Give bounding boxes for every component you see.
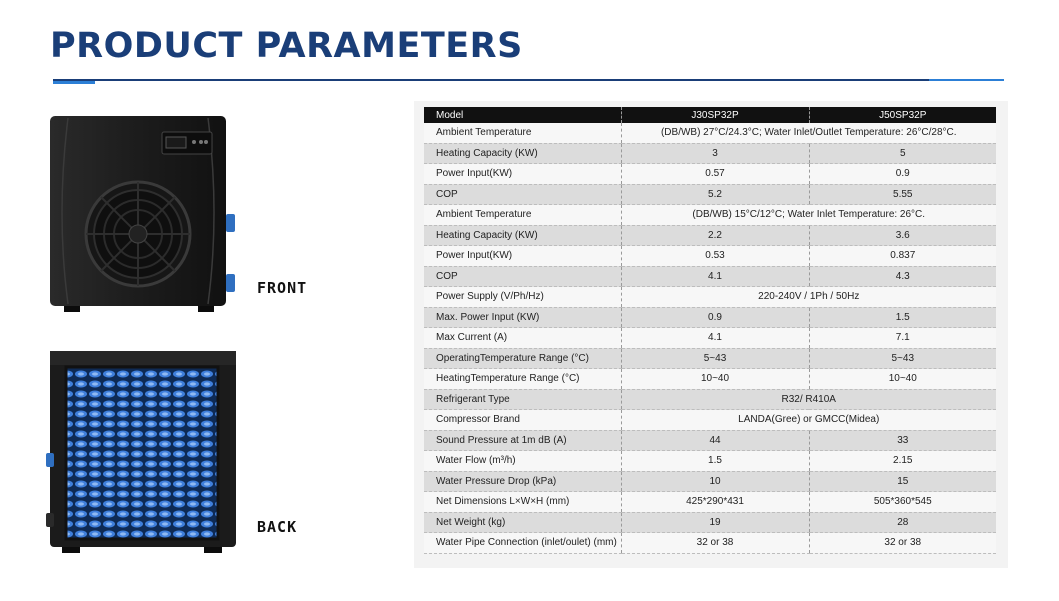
row-value-2: 505*360*545 bbox=[809, 492, 996, 513]
row-label: OperatingTemperature Range (°C) bbox=[424, 348, 621, 369]
page-title: PRODUCT PARAMETERS bbox=[50, 26, 523, 66]
row-label: Power Supply (V/Ph/Hz) bbox=[424, 287, 621, 308]
row-value-1: 10~40 bbox=[621, 369, 809, 390]
row-value-1: 0.53 bbox=[621, 246, 809, 267]
row-value-1: 44 bbox=[621, 430, 809, 451]
row-value-2: 33 bbox=[809, 430, 996, 451]
back-view-image bbox=[46, 349, 238, 555]
parameters-table bbox=[424, 107, 996, 554]
table-row bbox=[424, 348, 996, 369]
table-row bbox=[424, 471, 996, 492]
front-label: FRONT bbox=[257, 279, 308, 297]
table-row bbox=[424, 246, 996, 267]
row-label: Ambient Temperature bbox=[424, 205, 621, 226]
row-label: Sound Pressure at 1m dB (A) bbox=[424, 430, 621, 451]
row-label: Max. Power Input (KW) bbox=[424, 307, 621, 328]
row-value-1: 4.1 bbox=[621, 266, 809, 287]
header-model-1: J30SP32P bbox=[621, 107, 809, 123]
table-header-row bbox=[424, 107, 996, 123]
row-value-2: 2.15 bbox=[809, 451, 996, 472]
row-value-span: R32/ R410A bbox=[621, 389, 996, 410]
row-value-1: 5.2 bbox=[621, 184, 809, 205]
row-label: Water Pipe Connection (inlet/oulet) (mm) bbox=[424, 533, 621, 554]
row-label: COP bbox=[424, 266, 621, 287]
row-value-2: 1.5 bbox=[809, 307, 996, 328]
row-value-2: 4.3 bbox=[809, 266, 996, 287]
row-value-1: 10 bbox=[621, 471, 809, 492]
table-row bbox=[424, 123, 996, 143]
row-value-span: LANDA(Gree) or GMCC(Midea) bbox=[621, 410, 996, 431]
row-value-span: (DB/WB) 27°C/24.3°C; Water Inlet/Outlet Temperature: 26°C/28°C. bbox=[621, 123, 996, 143]
row-value-2: 7.1 bbox=[809, 328, 996, 349]
row-value-1: 5~43 bbox=[621, 348, 809, 369]
row-value-2: 32 or 38 bbox=[809, 533, 996, 554]
row-label: Ambient Temperature bbox=[424, 123, 621, 143]
row-value-1: 4.1 bbox=[621, 328, 809, 349]
table-row bbox=[424, 512, 996, 533]
row-label: Power Input(KW) bbox=[424, 246, 621, 267]
table-row bbox=[424, 164, 996, 185]
row-label: HeatingTemperature Range (°C) bbox=[424, 369, 621, 390]
table-row bbox=[424, 143, 996, 164]
row-value-1: 19 bbox=[621, 512, 809, 533]
header-model: Model bbox=[424, 107, 621, 123]
header-model-2: J50SP32P bbox=[809, 107, 996, 123]
table-row bbox=[424, 205, 996, 226]
table-row bbox=[424, 492, 996, 513]
row-value-2: 5 bbox=[809, 143, 996, 164]
front-view-image bbox=[48, 114, 238, 316]
table-row bbox=[424, 451, 996, 472]
row-value-2: 5.55 bbox=[809, 184, 996, 205]
row-label: Net Dimensions L×W×H (mm) bbox=[424, 492, 621, 513]
row-value-2: 3.6 bbox=[809, 225, 996, 246]
back-label: BACK bbox=[257, 518, 298, 536]
row-value-1: 2.2 bbox=[621, 225, 809, 246]
table-row bbox=[424, 369, 996, 390]
title-underline bbox=[53, 79, 929, 81]
title-underline-accent bbox=[929, 79, 1004, 81]
row-value-1: 32 or 38 bbox=[621, 533, 809, 554]
row-label: Refrigerant Type bbox=[424, 389, 621, 410]
row-label: Compressor Brand bbox=[424, 410, 621, 431]
row-label: Net Weight (kg) bbox=[424, 512, 621, 533]
parameters-panel bbox=[414, 101, 1008, 568]
table-row bbox=[424, 266, 996, 287]
row-value-1: 0.57 bbox=[621, 164, 809, 185]
row-value-span: 220-240V / 1Ph / 50Hz bbox=[621, 287, 996, 308]
table-row bbox=[424, 184, 996, 205]
row-value-2: 0.9 bbox=[809, 164, 996, 185]
row-value-1: 3 bbox=[621, 143, 809, 164]
row-label: Max Current (A) bbox=[424, 328, 621, 349]
table-row bbox=[424, 430, 996, 451]
row-value-2: 0.837 bbox=[809, 246, 996, 267]
row-label: Water Pressure Drop (kPa) bbox=[424, 471, 621, 492]
table-row bbox=[424, 225, 996, 246]
row-value-2: 10~40 bbox=[809, 369, 996, 390]
row-value-1: 0.9 bbox=[621, 307, 809, 328]
row-value-2: 15 bbox=[809, 471, 996, 492]
table-row bbox=[424, 410, 996, 431]
row-value-1: 1.5 bbox=[621, 451, 809, 472]
row-label: COP bbox=[424, 184, 621, 205]
table-row bbox=[424, 389, 996, 410]
row-value-span: (DB/WB) 15°C/12°C; Water Inlet Temperature: 26°C. bbox=[621, 205, 996, 226]
row-label: Power Input(KW) bbox=[424, 164, 621, 185]
row-value-1: 425*290*431 bbox=[621, 492, 809, 513]
table-row bbox=[424, 533, 996, 554]
row-label: Heating Capacity (KW) bbox=[424, 143, 621, 164]
row-label: Heating Capacity (KW) bbox=[424, 225, 621, 246]
table-row bbox=[424, 307, 996, 328]
row-value-2: 5~43 bbox=[809, 348, 996, 369]
table-row bbox=[424, 328, 996, 349]
row-value-2: 28 bbox=[809, 512, 996, 533]
row-label: Water Flow (m³/h) bbox=[424, 451, 621, 472]
title-underline-highlight bbox=[53, 81, 95, 84]
table-row bbox=[424, 287, 996, 308]
